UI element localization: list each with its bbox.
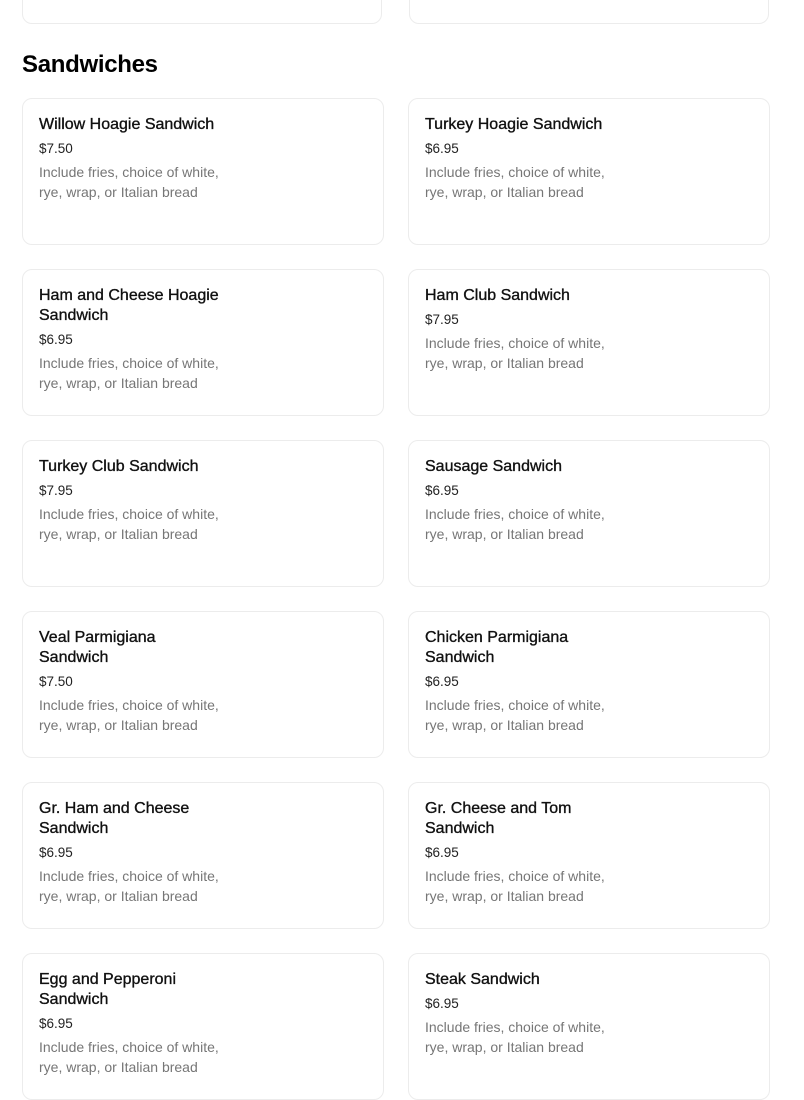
section-title: Sandwiches bbox=[22, 51, 158, 78]
item-price: $6.95 bbox=[425, 845, 459, 860]
item-price: $6.95 bbox=[39, 332, 73, 347]
item-description: Include fries, choice of white, rye, wrap, or Italian bread bbox=[39, 506, 219, 542]
item-description: Include fries, choice of white, rye, wrap, or Italian bread bbox=[39, 355, 219, 391]
item-price: $7.95 bbox=[39, 483, 73, 498]
item-name: Steak Sandwich bbox=[425, 971, 540, 988]
previous-menu-card[interactable] bbox=[22, 0, 382, 24]
menu-item-card[interactable] bbox=[408, 440, 770, 587]
item-price: $7.50 bbox=[39, 674, 73, 689]
item-description: Include fries, choice of white, rye, wrap, or Italian bread bbox=[425, 164, 605, 200]
item-name: Turkey Club Sandwich bbox=[39, 458, 199, 475]
item-description: Include fries, choice of white, rye, wrap, or Italian bread bbox=[425, 1019, 605, 1055]
item-name: Egg and Pepperoni Sandwich bbox=[39, 971, 176, 1008]
menu-item-card[interactable] bbox=[408, 953, 770, 1100]
item-price: $6.95 bbox=[425, 674, 459, 689]
item-name: Veal Parmigiana Sandwich bbox=[39, 629, 156, 666]
item-description: Include fries, choice of white, rye, wrap, or Italian bread bbox=[425, 697, 605, 733]
item-description: Include fries, choice of white, rye, wrap, or Italian bread bbox=[39, 1039, 219, 1075]
item-name: Gr. Ham and Cheese Sandwich bbox=[39, 800, 190, 837]
menu-item-card[interactable] bbox=[22, 953, 384, 1100]
item-name: Ham Club Sandwich bbox=[425, 287, 570, 304]
item-price: $7.50 bbox=[39, 141, 73, 156]
item-price: $6.95 bbox=[425, 483, 459, 498]
item-description: Include fries, choice of white, rye, wrap, or Italian bread bbox=[425, 506, 605, 542]
menu-item-card[interactable] bbox=[408, 611, 770, 758]
menu-item-card[interactable] bbox=[22, 782, 384, 929]
item-name: Sausage Sandwich bbox=[425, 458, 562, 475]
menu-item-card[interactable] bbox=[22, 440, 384, 587]
previous-menu-card[interactable] bbox=[409, 0, 769, 24]
item-name: Chicken Parmigiana Sandwich bbox=[425, 629, 569, 666]
menu-item-card[interactable] bbox=[22, 269, 384, 416]
item-price: $6.95 bbox=[425, 996, 459, 1011]
item-name: Gr. Cheese and Tom Sandwich bbox=[425, 800, 572, 837]
item-price: $7.95 bbox=[425, 312, 459, 327]
menu-items-grid bbox=[22, 98, 772, 1100]
item-name: Ham and Cheese Hoagie Sandwich bbox=[39, 287, 219, 324]
item-description: Include fries, choice of white, rye, wrap, or Italian bread bbox=[425, 868, 605, 904]
item-price: $6.95 bbox=[39, 845, 73, 860]
previous-section-cards bbox=[0, 0, 804, 26]
item-name: Willow Hoagie Sandwich bbox=[39, 116, 215, 133]
menu-item-card[interactable] bbox=[408, 782, 770, 929]
item-price: $6.95 bbox=[425, 141, 459, 156]
item-description: Include fries, choice of white, rye, wrap, or Italian bread bbox=[39, 697, 219, 733]
menu-item-card[interactable] bbox=[22, 611, 384, 758]
item-description: Include fries, choice of white, rye, wrap, or Italian bread bbox=[39, 868, 219, 904]
item-description: Include fries, choice of white, rye, wrap, or Italian bread bbox=[425, 335, 605, 371]
item-description: Include fries, choice of white, rye, wrap, or Italian bread bbox=[39, 164, 219, 200]
menu-item-card[interactable] bbox=[408, 98, 770, 245]
item-price: $6.95 bbox=[39, 1016, 73, 1031]
item-name: Turkey Hoagie Sandwich bbox=[425, 116, 603, 133]
menu-item-card[interactable] bbox=[408, 269, 770, 416]
menu-item-card[interactable] bbox=[22, 98, 384, 245]
